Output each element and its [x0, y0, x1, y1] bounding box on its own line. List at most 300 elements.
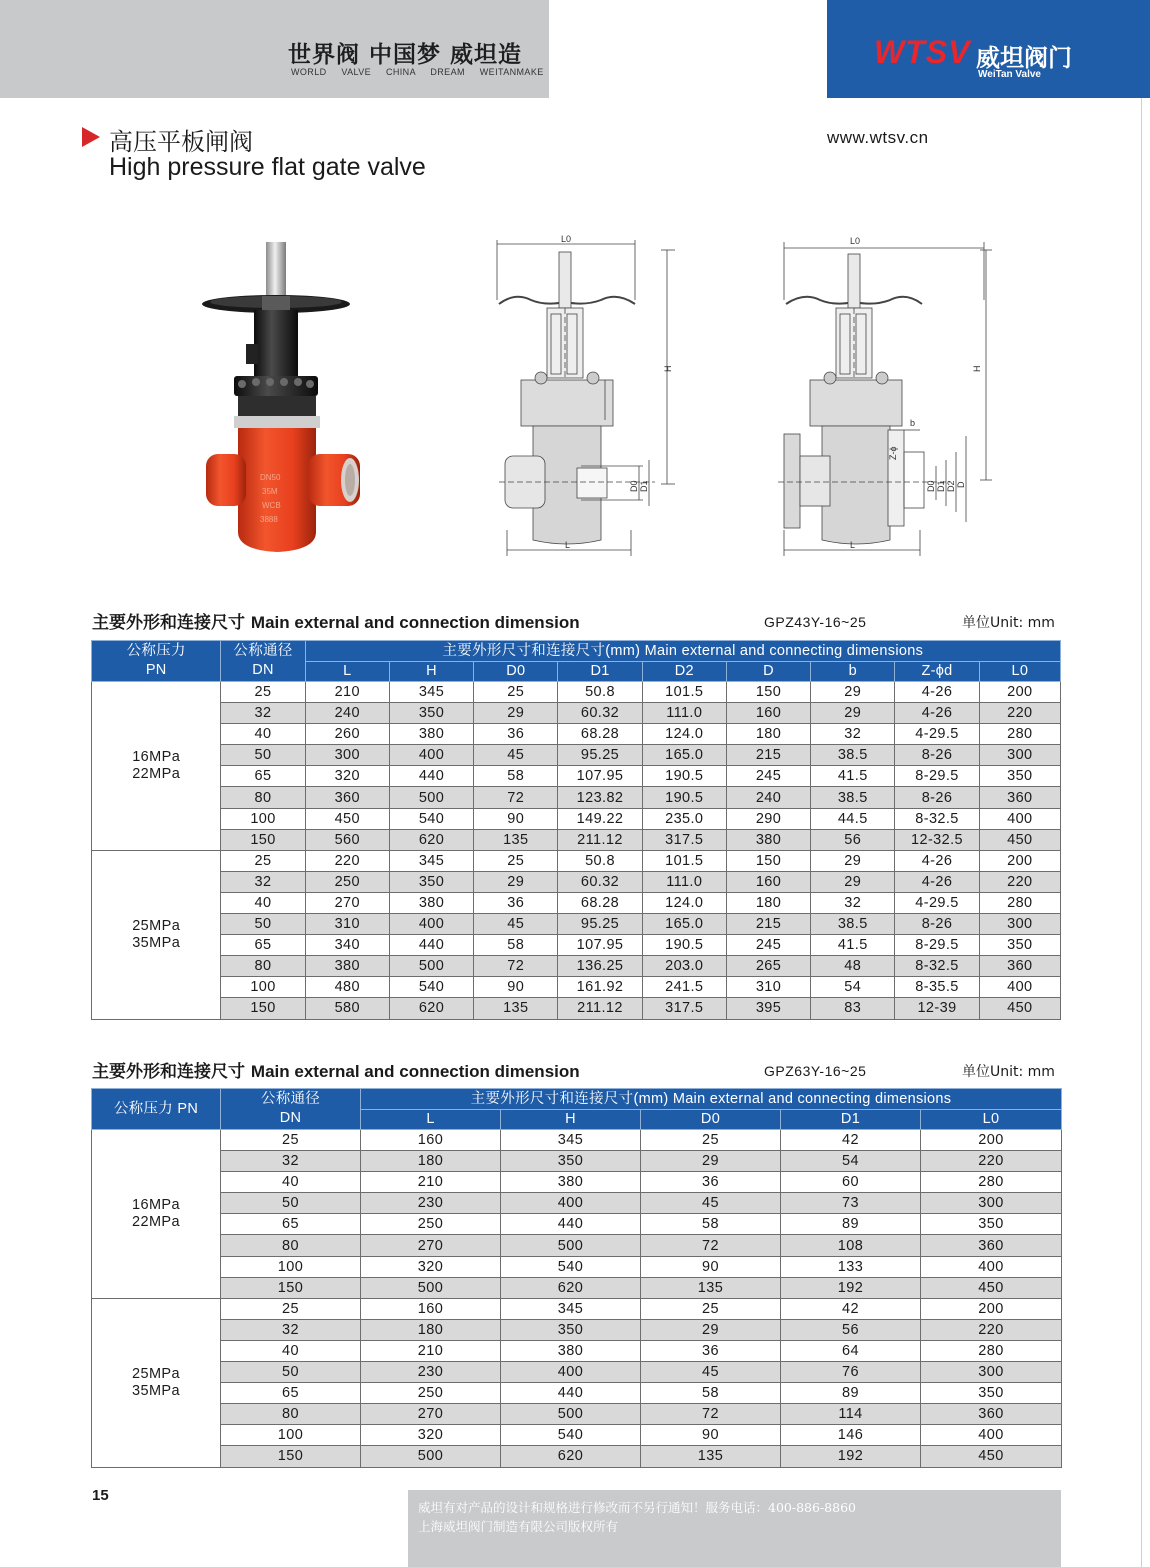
value-cell: 192 [781, 1277, 921, 1298]
column-header: D [726, 662, 810, 682]
value-cell: 72 [474, 956, 558, 977]
value-cell: 317.5 [642, 998, 726, 1019]
table-row [92, 1235, 1062, 1256]
value-cell: 41.5 [811, 935, 895, 956]
value-cell: 150 [726, 682, 810, 703]
value-cell: 300 [921, 1193, 1062, 1214]
value-cell: 42 [781, 1130, 921, 1151]
value-cell: 350 [979, 935, 1060, 956]
value-cell: 146 [781, 1425, 921, 1446]
table-row [92, 850, 1061, 871]
value-cell: 54 [811, 977, 895, 998]
value-cell: 500 [361, 1446, 501, 1467]
value-cell: 160 [361, 1130, 501, 1151]
value-cell: 400 [501, 1193, 641, 1214]
footer-notice: 威坦有对产品的设计和规格进行修改而不另行通知！服务电话：400-886-8860 [418, 1500, 856, 1515]
table-row [92, 1172, 1062, 1193]
table-row [92, 745, 1061, 766]
table1-unit: 单位Unit: mm [962, 615, 1055, 631]
label-z: Z-ϕ [888, 446, 898, 460]
table1-title [92, 608, 580, 633]
pressure-group-cell: 25MPa 35MPa [92, 850, 221, 1019]
header-pn: 公称压力 PN [92, 641, 221, 682]
pressure-group-cell: 16MPa 22MPa [92, 682, 221, 851]
value-cell: 58 [474, 766, 558, 787]
valve-photo [190, 232, 370, 562]
value-cell: 4-26 [895, 850, 979, 871]
value-cell: 60.32 [558, 871, 642, 892]
label-d0: D0 [926, 480, 936, 492]
value-cell: 250 [361, 1383, 501, 1404]
dn-cell: 50 [221, 745, 305, 766]
value-cell: 440 [389, 935, 473, 956]
value-cell: 29 [474, 703, 558, 724]
yoke [254, 310, 298, 380]
value-cell: 210 [361, 1340, 501, 1361]
value-cell: 90 [474, 808, 558, 829]
table2-unit: 单位Unit: mm [962, 1064, 1055, 1080]
value-cell: 135 [474, 998, 558, 1019]
value-cell: 25 [474, 682, 558, 703]
column-header: H [501, 1110, 641, 1130]
value-cell: 45 [641, 1362, 781, 1383]
value-cell: 114 [781, 1404, 921, 1425]
value-cell: 400 [921, 1425, 1062, 1446]
dn-cell: 32 [221, 871, 305, 892]
value-cell: 540 [501, 1256, 641, 1277]
value-cell: 108 [781, 1235, 921, 1256]
value-cell: 560 [305, 829, 389, 850]
table-row [92, 1340, 1062, 1361]
value-cell: 54 [781, 1151, 921, 1172]
slogan-english: WORLD VALVE CHINA DREAM WEITANMAKE [291, 67, 544, 77]
value-cell: 25 [641, 1298, 781, 1319]
value-cell: 180 [361, 1151, 501, 1172]
slogan-chinese: 世界阀 中国梦 威坦造 [288, 41, 523, 68]
column-header: L [305, 662, 389, 682]
value-cell: 161.92 [558, 977, 642, 998]
value-cell: 64 [781, 1340, 921, 1361]
header-main-dimensions: 主要外形尺寸和连接尺寸(mm) Main external and connecting dimensions [361, 1089, 1062, 1110]
value-cell: 25 [641, 1130, 781, 1151]
value-cell: 450 [979, 829, 1060, 850]
value-cell: 400 [501, 1362, 641, 1383]
table2-title [92, 1057, 580, 1082]
page-edge-line [1141, 98, 1142, 1567]
table-row [92, 1130, 1062, 1151]
table-row [92, 892, 1061, 913]
value-cell: 345 [501, 1298, 641, 1319]
value-cell: 136.25 [558, 956, 642, 977]
value-cell: 380 [389, 724, 473, 745]
dn-cell: 80 [221, 1235, 361, 1256]
value-cell: 29 [811, 703, 895, 724]
brand-name-english: WeiTan Valve [978, 69, 1041, 80]
value-cell: 345 [389, 682, 473, 703]
value-cell: 38.5 [811, 914, 895, 935]
column-header: D0 [474, 662, 558, 682]
dn-cell: 32 [221, 1319, 361, 1340]
value-cell: 36 [474, 724, 558, 745]
table-row [92, 1362, 1062, 1383]
table2-model: GPZ63Y-16~25 [764, 1063, 867, 1079]
table-row [92, 935, 1061, 956]
value-cell: 8-26 [895, 787, 979, 808]
label-l0: L0 [561, 234, 572, 244]
value-cell: 90 [641, 1425, 781, 1446]
website-link[interactable]: www.wtsv.cn [827, 128, 929, 147]
column-header: b [811, 662, 895, 682]
table-row [92, 703, 1061, 724]
table-row [92, 808, 1061, 829]
value-cell: 8-26 [895, 914, 979, 935]
value-cell: 400 [979, 977, 1060, 998]
value-cell: 95.25 [558, 745, 642, 766]
value-cell: 395 [726, 998, 810, 1019]
table-row [92, 1256, 1062, 1277]
value-cell: 48 [811, 956, 895, 977]
value-cell: 400 [979, 808, 1060, 829]
value-cell: 135 [641, 1446, 781, 1467]
value-cell: 180 [726, 724, 810, 745]
value-cell: 240 [726, 787, 810, 808]
product-title-english: High pressure flat gate valve [109, 153, 426, 181]
product-title-chinese: 高压平板闸阀 [109, 128, 253, 156]
table1-title-en: Main external and connection dimension [250, 613, 580, 632]
value-cell: 280 [921, 1172, 1062, 1193]
value-cell: 36 [641, 1172, 781, 1193]
value-cell: 203.0 [642, 956, 726, 977]
value-cell: 270 [361, 1235, 501, 1256]
value-cell: 29 [811, 871, 895, 892]
table-row [92, 766, 1061, 787]
value-cell: 160 [726, 871, 810, 892]
column-header: L0 [979, 662, 1060, 682]
value-cell: 133 [781, 1256, 921, 1277]
value-cell: 245 [726, 766, 810, 787]
value-cell: 241.5 [642, 977, 726, 998]
value-cell: 73 [781, 1193, 921, 1214]
value-cell: 38.5 [811, 787, 895, 808]
value-cell: 36 [641, 1340, 781, 1361]
value-cell: 340 [305, 935, 389, 956]
value-cell: 620 [501, 1446, 641, 1467]
value-cell: 90 [641, 1256, 781, 1277]
value-cell: 38.5 [811, 745, 895, 766]
value-cell: 540 [389, 808, 473, 829]
value-cell: 500 [389, 787, 473, 808]
table-row [92, 871, 1061, 892]
value-cell: 500 [361, 1277, 501, 1298]
value-cell: 50.8 [558, 850, 642, 871]
value-cell: 165.0 [642, 914, 726, 935]
label-l: L [565, 540, 571, 550]
value-cell: 25 [474, 850, 558, 871]
svg-text:WCB: WCB [262, 501, 281, 510]
value-cell: 360 [305, 787, 389, 808]
table-row [92, 1404, 1062, 1425]
table-row [92, 1277, 1062, 1298]
value-cell: 76 [781, 1362, 921, 1383]
label-d: D [956, 481, 966, 488]
value-cell: 500 [501, 1235, 641, 1256]
value-cell: 300 [979, 745, 1060, 766]
value-cell: 41.5 [811, 766, 895, 787]
value-cell: 345 [501, 1130, 641, 1151]
value-cell: 250 [305, 871, 389, 892]
value-cell: 220 [979, 703, 1060, 724]
column-header: H [389, 662, 473, 682]
value-cell: 29 [641, 1319, 781, 1340]
dimension-table-1 [91, 640, 1061, 1020]
value-cell: 350 [979, 766, 1060, 787]
value-cell: 440 [389, 766, 473, 787]
table2-title-en: Main external and connection dimension [250, 1062, 580, 1081]
value-cell: 360 [979, 787, 1060, 808]
table-row [92, 724, 1061, 745]
value-cell: 124.0 [642, 724, 726, 745]
label-h: H [663, 365, 673, 372]
dn-cell: 80 [221, 956, 305, 977]
value-cell: 360 [921, 1404, 1062, 1425]
value-cell: 450 [921, 1277, 1062, 1298]
value-cell: 400 [921, 1256, 1062, 1277]
value-cell: 400 [389, 745, 473, 766]
page-number: 15 [92, 1487, 109, 1504]
value-cell: 500 [501, 1404, 641, 1425]
table-row [92, 977, 1061, 998]
dn-cell: 25 [221, 850, 305, 871]
svg-text:DN50: DN50 [260, 473, 281, 482]
value-cell: 540 [389, 977, 473, 998]
dn-cell: 50 [221, 1193, 361, 1214]
value-cell: 211.12 [558, 998, 642, 1019]
column-header: L [361, 1110, 501, 1130]
table-row [92, 1193, 1062, 1214]
value-cell: 450 [921, 1446, 1062, 1467]
value-cell: 350 [501, 1151, 641, 1172]
value-cell: 220 [979, 871, 1060, 892]
value-cell: 440 [501, 1383, 641, 1404]
value-cell: 45 [641, 1193, 781, 1214]
table-row [92, 1446, 1062, 1467]
value-cell: 4-26 [895, 682, 979, 703]
label-h: H [972, 365, 982, 372]
value-cell: 265 [726, 956, 810, 977]
dn-cell: 150 [221, 1277, 361, 1298]
dn-cell: 65 [221, 1383, 361, 1404]
value-cell: 32 [811, 892, 895, 913]
value-cell: 200 [979, 850, 1060, 871]
value-cell: 58 [641, 1214, 781, 1235]
dn-cell: 25 [221, 1130, 361, 1151]
value-cell: 210 [361, 1172, 501, 1193]
value-cell: 72 [474, 787, 558, 808]
value-cell: 350 [921, 1383, 1062, 1404]
value-cell: 190.5 [642, 787, 726, 808]
table-row [92, 829, 1061, 850]
value-cell: 190.5 [642, 935, 726, 956]
dn-cell: 40 [221, 1340, 361, 1361]
value-cell: 101.5 [642, 682, 726, 703]
table-row [92, 1151, 1062, 1172]
header-main-dimensions: 主要外形尺寸和连接尺寸(mm) Main external and connecting dimensions [305, 641, 1060, 662]
value-cell: 200 [921, 1298, 1062, 1319]
value-cell: 380 [305, 956, 389, 977]
table-row [92, 1425, 1062, 1446]
value-cell: 12-39 [895, 998, 979, 1019]
value-cell: 210 [305, 682, 389, 703]
value-cell: 8-29.5 [895, 935, 979, 956]
value-cell: 4-29.5 [895, 724, 979, 745]
column-header: D0 [641, 1110, 781, 1130]
value-cell: 380 [501, 1172, 641, 1193]
table-row [92, 914, 1061, 935]
footer-copyright: 上海威坦阀门制造有限公司版权所有 [418, 1519, 619, 1534]
dn-cell: 65 [221, 935, 305, 956]
brand-name-chinese: 威坦阀门 [976, 43, 1072, 72]
dn-cell: 100 [221, 1256, 361, 1277]
dn-cell: 65 [221, 766, 305, 787]
value-cell: 56 [781, 1319, 921, 1340]
value-cell: 68.28 [558, 892, 642, 913]
column-header: D1 [558, 662, 642, 682]
value-cell: 8-32.5 [895, 956, 979, 977]
value-cell: 4-26 [895, 871, 979, 892]
dn-cell: 25 [221, 682, 305, 703]
dn-cell: 40 [221, 724, 305, 745]
header-dn: 公称通径 DN [221, 641, 305, 682]
value-cell: 8-29.5 [895, 766, 979, 787]
dn-cell: 150 [221, 1446, 361, 1467]
value-cell: 200 [921, 1130, 1062, 1151]
table-row [92, 1319, 1062, 1340]
value-cell: 107.95 [558, 935, 642, 956]
value-cell: 280 [979, 724, 1060, 745]
dn-cell: 25 [221, 1298, 361, 1319]
value-cell: 123.82 [558, 787, 642, 808]
value-cell: 320 [361, 1256, 501, 1277]
value-cell: 192 [781, 1446, 921, 1467]
value-cell: 4-26 [895, 703, 979, 724]
dn-cell: 32 [221, 1151, 361, 1172]
table1-model: GPZ43Y-16~25 [764, 614, 867, 630]
value-cell: 620 [501, 1277, 641, 1298]
value-cell: 360 [921, 1235, 1062, 1256]
table-row [92, 682, 1061, 703]
dn-cell: 40 [221, 1172, 361, 1193]
dn-cell: 80 [221, 787, 305, 808]
value-cell: 58 [474, 935, 558, 956]
value-cell: 620 [389, 998, 473, 1019]
value-cell: 260 [305, 724, 389, 745]
value-cell: 111.0 [642, 871, 726, 892]
brand-logo-wtsv: WTSV [874, 34, 971, 70]
value-cell: 350 [389, 871, 473, 892]
table-row [92, 1214, 1062, 1235]
value-cell: 72 [641, 1235, 781, 1256]
value-cell: 95.25 [558, 914, 642, 935]
value-cell: 215 [726, 745, 810, 766]
table1-title-cn: 主要外形和连接尺寸 [92, 613, 245, 633]
value-cell: 29 [641, 1151, 781, 1172]
table-row [92, 787, 1061, 808]
value-cell: 150 [726, 850, 810, 871]
bonnet-flange [234, 376, 318, 396]
value-cell: 440 [501, 1214, 641, 1235]
svg-text:35M: 35M [262, 487, 278, 496]
value-cell: 50.8 [558, 682, 642, 703]
dn-cell: 50 [221, 914, 305, 935]
value-cell: 36 [474, 892, 558, 913]
inlet-port [206, 454, 246, 506]
value-cell: 44.5 [811, 808, 895, 829]
value-cell: 380 [501, 1340, 641, 1361]
value-cell: 165.0 [642, 745, 726, 766]
value-cell: 72 [641, 1404, 781, 1425]
value-cell: 180 [361, 1319, 501, 1340]
value-cell: 160 [726, 703, 810, 724]
value-cell: 500 [389, 956, 473, 977]
value-cell: 180 [726, 892, 810, 913]
dn-cell: 32 [221, 703, 305, 724]
column-header: L0 [921, 1110, 1062, 1130]
value-cell: 29 [811, 850, 895, 871]
value-cell: 300 [979, 914, 1060, 935]
value-cell: 240 [305, 703, 389, 724]
value-cell: 45 [474, 914, 558, 935]
label-d0: D0 [629, 480, 639, 492]
value-cell: 290 [726, 808, 810, 829]
value-cell: 480 [305, 977, 389, 998]
value-cell: 101.5 [642, 850, 726, 871]
label-d1: D1 [936, 480, 946, 492]
value-cell: 360 [979, 956, 1060, 977]
value-cell: 310 [305, 914, 389, 935]
dn-cell: 100 [221, 977, 305, 998]
value-cell: 580 [305, 998, 389, 1019]
value-cell: 450 [979, 998, 1060, 1019]
value-cell: 42 [781, 1298, 921, 1319]
value-cell: 200 [979, 682, 1060, 703]
column-header: D1 [781, 1110, 921, 1130]
dn-cell: 100 [221, 1425, 361, 1446]
table-row [92, 1383, 1062, 1404]
value-cell: 58 [641, 1383, 781, 1404]
value-cell: 345 [389, 850, 473, 871]
value-cell: 230 [361, 1193, 501, 1214]
dn-cell: 80 [221, 1404, 361, 1425]
label-d2: D2 [946, 480, 956, 492]
value-cell: 230 [361, 1362, 501, 1383]
value-cell: 149.22 [558, 808, 642, 829]
value-cell: 89 [781, 1383, 921, 1404]
value-cell: 380 [726, 829, 810, 850]
header-dn: 公称通径 DN [221, 1089, 361, 1130]
value-cell: 450 [305, 808, 389, 829]
value-cell: 4-29.5 [895, 892, 979, 913]
value-cell: 320 [361, 1425, 501, 1446]
value-cell: 350 [921, 1214, 1062, 1235]
value-cell: 280 [921, 1340, 1062, 1361]
column-header: D2 [642, 662, 726, 682]
value-cell: 220 [921, 1151, 1062, 1172]
valve-drawing-2 [770, 230, 1000, 560]
value-cell: 317.5 [642, 829, 726, 850]
value-cell: 12-32.5 [895, 829, 979, 850]
value-cell: 56 [811, 829, 895, 850]
value-cell: 280 [979, 892, 1060, 913]
